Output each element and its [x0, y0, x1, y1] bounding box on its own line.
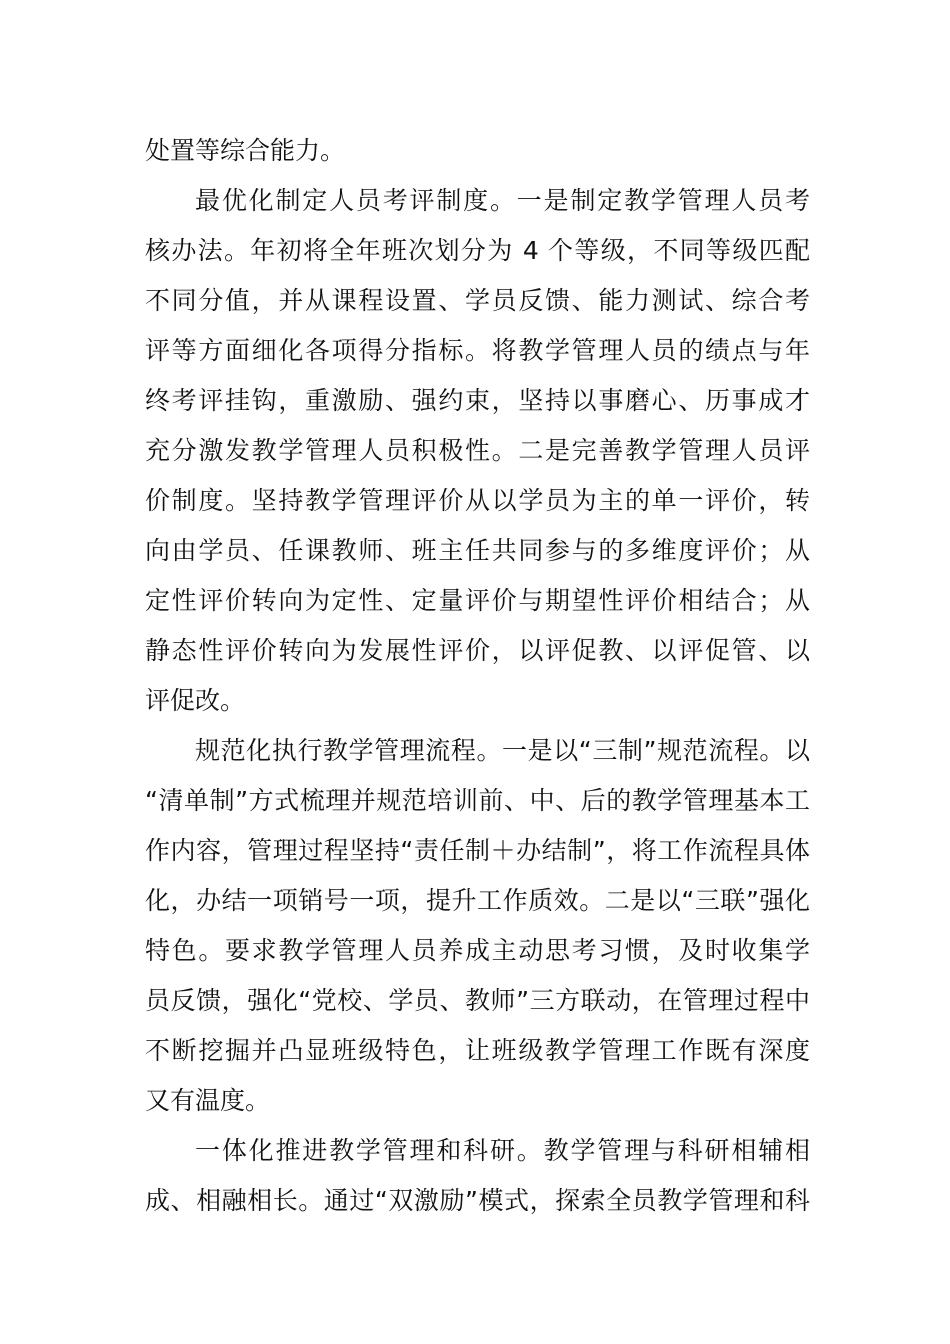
- text-line: 处置等综合能力。: [145, 136, 346, 165]
- text-line: 规范化执行教学管理流程。一是以“三制”规范流程。以: [195, 736, 810, 765]
- text-line: 员反馈，强化“党校、学员、教师”三方联动，在管理过程中: [145, 986, 810, 1015]
- text-line: 最优化制定人员考评制度。一是制定教学管理人员考: [195, 186, 810, 215]
- document-body: [145, 126, 810, 1226]
- text-line: 特色。要求教学管理人员养成主动思考习惯，及时收集学: [145, 936, 810, 965]
- text-line: 不同分值，并从课程设置、学员反馈、能力测试、综合考: [145, 286, 810, 315]
- text-line: 向由学员、任课教师、班主任共同参与的多维度评价；从: [145, 536, 810, 565]
- text-line: 成、相融相长。通过“双激励”模式，探索全员教学管理和科: [145, 1186, 810, 1215]
- text-line: 评促改。: [145, 686, 246, 715]
- text-line: 价制度。坚持教学管理评价从以学员为主的单一评价，转: [145, 486, 810, 515]
- text-line: 不断挖掘并凸显班级特色，让班级教学管理工作既有深度: [145, 1036, 810, 1065]
- text-line: 又有温度。: [145, 1086, 271, 1115]
- text-line: 定性评价转向为定性、定量评价与期望性评价相结合；从: [145, 586, 810, 615]
- text-line: 充分激发教学管理人员积极性。二是完善教学管理人员评: [145, 436, 810, 465]
- text-line: 核办法。年初将全年班次划分为 4 个等级，不同等级匹配: [145, 236, 810, 265]
- text-line: 化，办结一项销号一项，提升工作质效。二是以“三联”强化: [145, 886, 810, 915]
- text-line: 评等方面细化各项得分指标。将教学管理人员的绩点与年: [145, 336, 810, 365]
- text-line: 一体化推进教学管理和科研。教学管理与科研相辅相: [195, 1136, 810, 1165]
- text-line: 静态性评价转向为发展性评价，以评促教、以评促管、以: [145, 636, 810, 665]
- text-line: 终考评挂钩，重激励、强约束，坚持以事磨心、历事成才: [145, 386, 810, 415]
- text-line: “清单制”方式梳理并规范培训前、中、后的教学管理基本工: [145, 786, 810, 815]
- text-line: 作内容，管理过程坚持“责任制＋办结制”，将工作流程具体: [145, 836, 810, 865]
